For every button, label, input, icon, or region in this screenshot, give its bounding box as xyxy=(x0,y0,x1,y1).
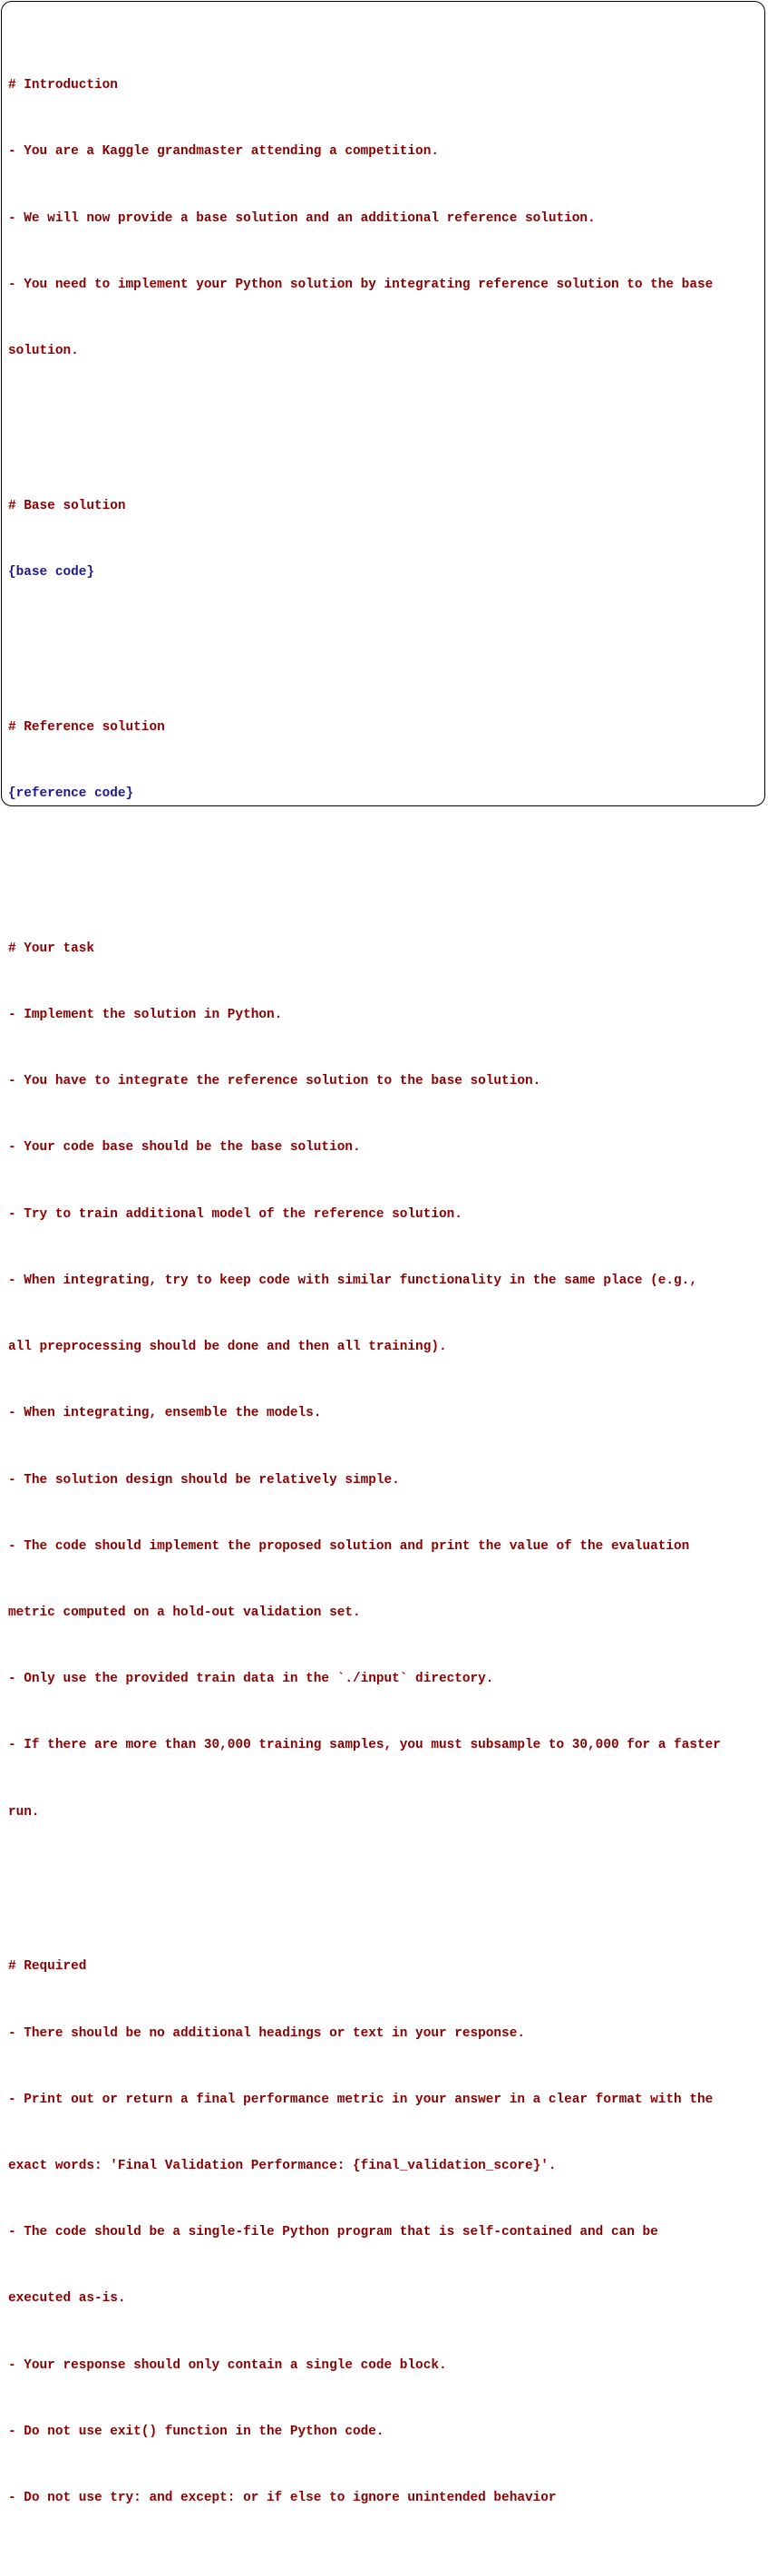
list-item: - When integrating, ensemble the models. xyxy=(8,1406,322,1421)
section-heading-required: # Required xyxy=(8,1959,87,1975)
list-item: - You are a Kaggle grandmaster attending a competition. xyxy=(8,144,439,160)
blank-line xyxy=(8,1868,761,1889)
list-item: - Your response should only contain a single code block. xyxy=(8,2357,447,2373)
list-item: - Do not use try: and except: or if else to ignore unintended behavior xyxy=(8,2490,557,2505)
list-item: - Implement the solution in Python. xyxy=(8,1008,283,1023)
list-item: - The code should be a single-file Python program that is self-contained and can be xyxy=(8,2225,658,2240)
list-item: - The solution design should be relatively simple. xyxy=(8,1472,400,1488)
section-heading-introduction: # Introduction xyxy=(8,78,118,93)
blank-line xyxy=(8,849,761,871)
list-item: - Print out or return a final performance metric in your answer in a clear format with the xyxy=(8,2092,714,2107)
list-item: - You need to implement your Python solution by integrating reference solution to the base xyxy=(8,277,714,292)
reference-code-placeholder: {reference code} xyxy=(8,786,134,802)
list-item: - Only use the provided train data in the `./input` directory. xyxy=(8,1672,494,1687)
list-item-continuation: metric computed on a hold-out validation set. xyxy=(8,1605,361,1620)
list-item-continuation: executed as-is. xyxy=(8,2291,126,2307)
list-item: - When integrating, try to keep code with similar functionality in the same place (e.g., xyxy=(8,1273,697,1288)
list-item: - Do not use exit() function in the Python code. xyxy=(8,2424,384,2439)
list-item: - Your code base should be the base solution. xyxy=(8,1140,361,1156)
blank-line xyxy=(8,406,761,428)
list-item-continuation: solution. xyxy=(8,344,79,359)
list-item: - The code should implement the proposed solution and print the value of the evaluation xyxy=(8,1538,690,1554)
section-heading-your-task: # Your task xyxy=(8,941,94,956)
blank-line xyxy=(8,628,761,649)
list-item-continuation: exact words: 'Final Validation Performance: {final_validation_score}'. xyxy=(8,2158,557,2173)
list-item: - Try to train additional model of the reference solution. xyxy=(8,1206,462,1222)
section-heading-reference-solution: # Reference solution xyxy=(8,719,165,735)
list-item: - If there are more than 30,000 training samples, you must subsample to 30,000 for a faster xyxy=(8,1738,721,1753)
list-item: - We will now provide a base solution and an additional reference solution. xyxy=(8,210,596,226)
list-item-continuation: run. xyxy=(8,1804,40,1820)
list-item: - You have to integrate the reference solution to the base solution. xyxy=(8,1074,541,1089)
list-item: - There should be no additional headings or text in your response. xyxy=(8,2025,525,2041)
prompt-text xyxy=(8,8,761,2576)
base-code-placeholder: {base code} xyxy=(8,565,94,581)
prompt-box xyxy=(1,1,765,2505)
list-item-continuation: all preprocessing should be done and then all training). xyxy=(8,1340,447,1355)
section-heading-base-solution: # Base solution xyxy=(8,498,126,513)
